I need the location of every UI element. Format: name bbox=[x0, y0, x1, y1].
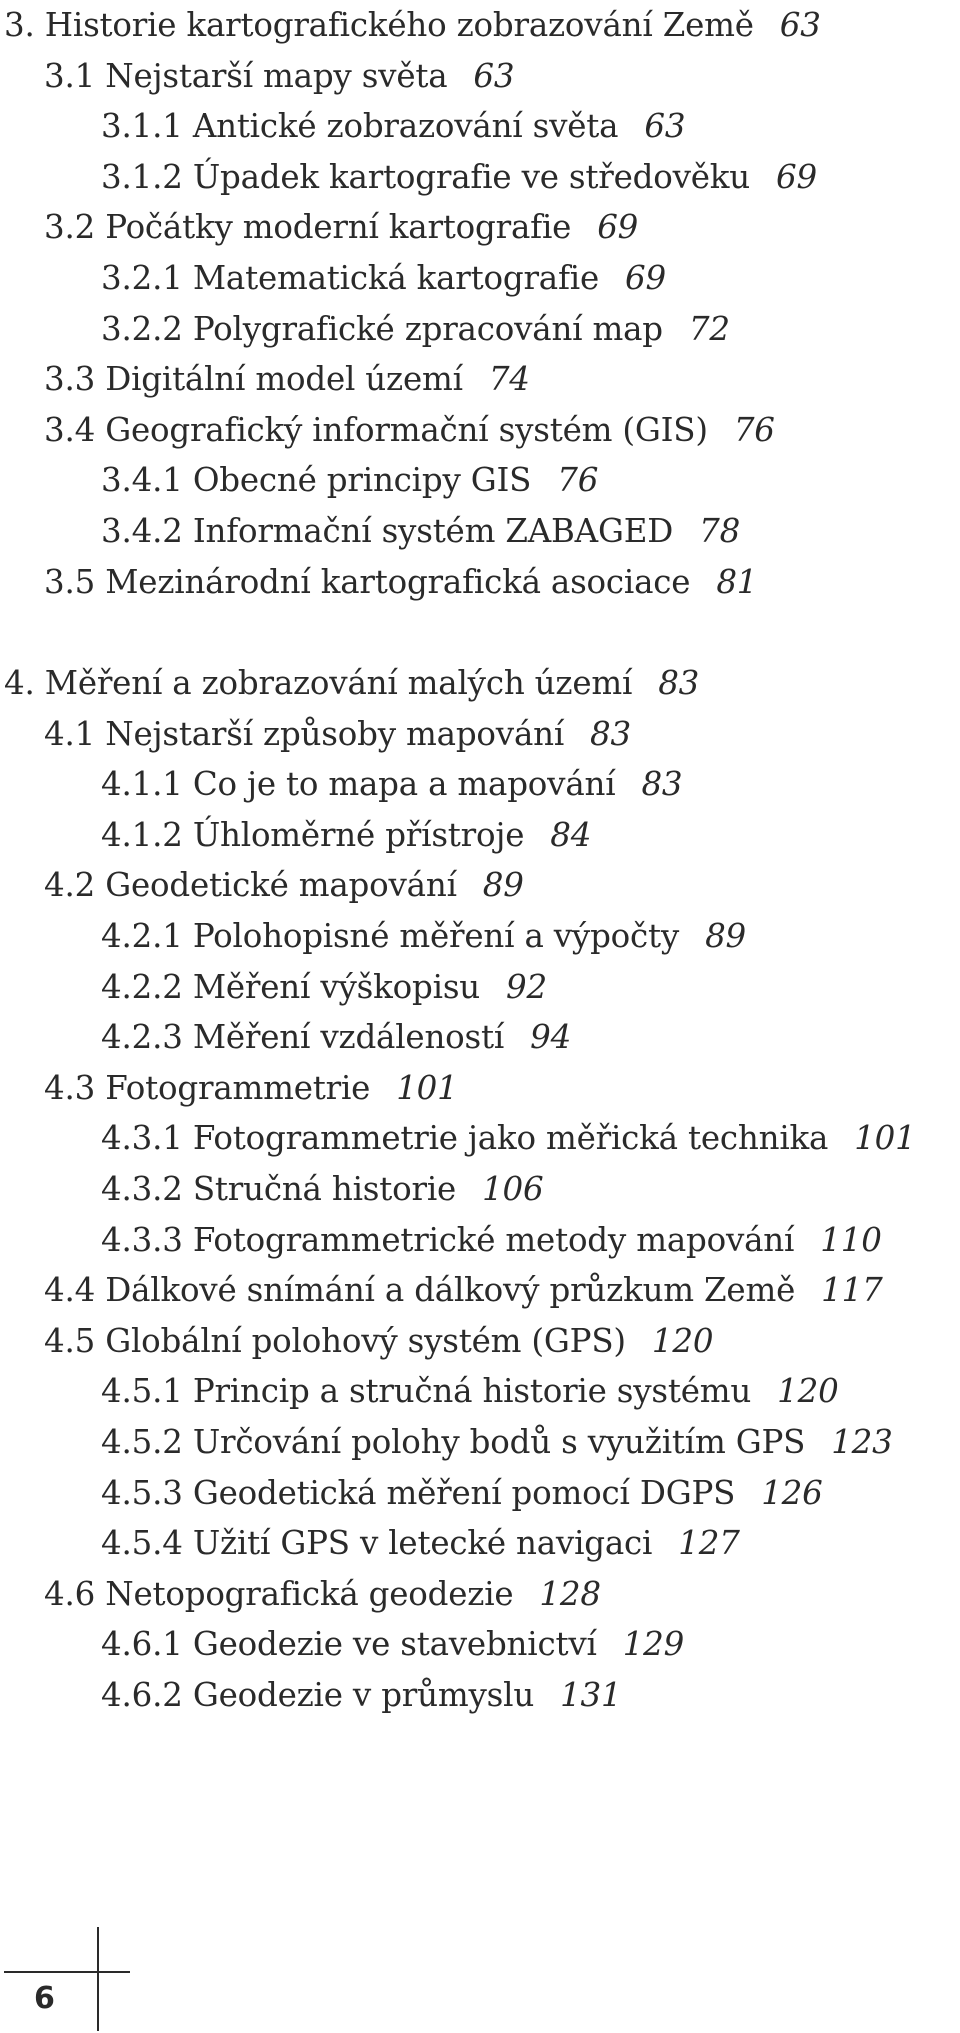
page-number: 6 bbox=[34, 1981, 55, 2016]
toc-entry-page: 129 bbox=[622, 1625, 685, 1663]
toc-entry bbox=[0, 557, 757, 607]
toc-entry-title: 3. Historie kartografického zobrazování Země bbox=[4, 6, 754, 44]
toc-entry bbox=[0, 253, 666, 303]
toc-entry bbox=[0, 1366, 839, 1416]
toc-entry-title: 3.2.2 Polygrafické zpracování map bbox=[101, 310, 663, 348]
toc-entry-page: 110 bbox=[820, 1221, 882, 1259]
toc-entry-page: 83 bbox=[658, 664, 700, 702]
toc-entry-page: 63 bbox=[473, 57, 515, 95]
toc-entry-title: 4.2 Geodetické mapování bbox=[44, 866, 457, 904]
toc-entry bbox=[0, 455, 598, 505]
toc-entry-page: 101 bbox=[396, 1069, 458, 1107]
toc-entry-page: 106 bbox=[482, 1170, 544, 1208]
toc-entry-title: 4.5.1 Princip a stručná historie systému bbox=[101, 1372, 752, 1410]
toc-entry-page: 120 bbox=[777, 1372, 839, 1410]
toc-entry bbox=[0, 860, 524, 910]
toc-entry bbox=[0, 304, 730, 354]
toc-entry-title: 4.2.1 Polohopisné měření a výpočty bbox=[101, 917, 680, 955]
toc-entry-page: 63 bbox=[644, 107, 686, 145]
toc-entry-title: 3.1 Nejstarší mapy světa bbox=[44, 57, 448, 95]
toc-entry bbox=[0, 1518, 740, 1568]
toc-entry-page: 127 bbox=[678, 1524, 740, 1562]
toc-entry-title: 3.5 Mezinárodní kartografická asociace bbox=[44, 563, 691, 601]
toc-entry bbox=[0, 1063, 458, 1113]
toc-entry-page: 94 bbox=[530, 1018, 572, 1056]
toc-entry bbox=[0, 962, 547, 1012]
toc-entry bbox=[0, 810, 591, 860]
toc-entry bbox=[0, 1670, 622, 1720]
toc-entry-title: 4. Měření a zobrazování malých území bbox=[4, 664, 633, 702]
toc-entry-title: 3.1.1 Antické zobrazování světa bbox=[101, 107, 619, 145]
toc-entry-title: 4.3.2 Stručná historie bbox=[101, 1170, 457, 1208]
toc-entry-page: 101 bbox=[854, 1119, 916, 1157]
toc-entry-page: 120 bbox=[651, 1322, 714, 1360]
toc-entry bbox=[0, 1417, 893, 1467]
toc-entry-title: 3.4.1 Obecné principy GIS bbox=[101, 461, 532, 499]
toc-entry-title: 3.2.1 Matematická kartografie bbox=[101, 259, 600, 297]
toc-entry-title: 4.6 Netopografická geodezie bbox=[44, 1575, 514, 1613]
toc-entry-title: 4.1.2 Úhloměrné přístroje bbox=[101, 816, 525, 854]
toc-entry-title: 4.1.1 Co je to mapa a mapování bbox=[101, 765, 616, 803]
toc-entry bbox=[0, 1316, 713, 1366]
toc-entry-page: 81 bbox=[716, 563, 758, 601]
toc-entry bbox=[0, 1619, 684, 1669]
toc-entry bbox=[0, 709, 631, 759]
toc-entry-title: 4.4 Dálkové snímání a dálkový průzkum Země bbox=[44, 1271, 796, 1309]
toc-entry bbox=[0, 101, 685, 151]
footer-vertical-rule bbox=[97, 1927, 99, 2031]
footer-horizontal-rule bbox=[4, 1971, 130, 1973]
toc-entry-page: 74 bbox=[488, 360, 530, 398]
toc-entry-title: 4.5.3 Geodetická měření pomocí DGPS bbox=[101, 1474, 736, 1512]
toc-entry bbox=[0, 506, 740, 556]
toc-entry-page: 76 bbox=[733, 411, 775, 449]
toc-entry bbox=[0, 354, 530, 404]
toc-entry bbox=[0, 1265, 883, 1315]
toc-entry-title: 4.2.2 Měření výškopisu bbox=[101, 968, 481, 1006]
toc-entry-title: 4.6.2 Geodezie v průmyslu bbox=[101, 1676, 535, 1714]
toc-entry-title: 4.3.1 Fotogrammetrie jako měřická technika bbox=[101, 1119, 829, 1157]
toc-entry-title: 4.1 Nejstarší způsoby mapování bbox=[44, 715, 565, 753]
toc-entry-title: 4.3.3 Fotogrammetrické metody mapování bbox=[101, 1221, 795, 1259]
toc-entry-page: 83 bbox=[590, 715, 632, 753]
toc-entry-title: 3.3 Digitální model území bbox=[44, 360, 463, 398]
toc-entry-page: 69 bbox=[776, 158, 817, 196]
toc-entry bbox=[0, 202, 638, 252]
page-footer bbox=[0, 1925, 140, 2033]
toc-entry-page: 84 bbox=[550, 816, 592, 854]
toc-entry bbox=[0, 658, 699, 708]
toc-entry-title: 4.2.3 Měření vzdáleností bbox=[101, 1018, 505, 1056]
toc-entry-title: 4.5 Globální polohový systém (GPS) bbox=[44, 1322, 626, 1360]
toc-entry bbox=[0, 405, 775, 455]
toc-entry-title: 4.6.1 Geodezie ve stavebnictví bbox=[101, 1625, 597, 1663]
toc-entry-title: 3.1.2 Úpadek kartografie ve středověku bbox=[101, 158, 751, 196]
toc-entry-page: 128 bbox=[539, 1575, 601, 1613]
toc-entry bbox=[0, 759, 682, 809]
toc-entry-page: 78 bbox=[699, 512, 741, 550]
toc-entry bbox=[0, 911, 746, 961]
toc-entry bbox=[0, 1113, 916, 1163]
toc-entry-page: 131 bbox=[560, 1676, 622, 1714]
toc-entry bbox=[0, 152, 817, 202]
toc-entry-page: 76 bbox=[557, 461, 599, 499]
toc-entry-page: 126 bbox=[761, 1474, 823, 1512]
toc-entry-page: 63 bbox=[779, 6, 821, 44]
toc-entry bbox=[0, 51, 514, 101]
toc-entry bbox=[0, 1164, 544, 1214]
toc-entry-title: 4.5.4 Užití GPS v letecké navigaci bbox=[101, 1524, 653, 1562]
toc-entry-title: 3.4.2 Informační systém ZABAGED bbox=[101, 512, 674, 550]
toc-entry-title: 4.5.2 Určování polohy bodů s využitím GPS bbox=[101, 1423, 806, 1461]
toc-entry-page: 89 bbox=[482, 866, 524, 904]
toc-entry bbox=[0, 1012, 571, 1062]
toc-entry-page: 69 bbox=[625, 259, 666, 297]
toc-entry-page: 123 bbox=[831, 1423, 893, 1461]
toc-entry-page: 92 bbox=[506, 968, 547, 1006]
toc-entry bbox=[0, 1569, 601, 1619]
toc-entry-title: 3.2 Počátky moderní kartografie bbox=[44, 208, 572, 246]
toc-entry bbox=[0, 1468, 823, 1518]
toc-entry-title: 4.3 Fotogrammetrie bbox=[44, 1069, 371, 1107]
toc-entry bbox=[0, 1215, 882, 1265]
toc-entry-page: 69 bbox=[597, 208, 639, 246]
toc-entry-page: 72 bbox=[688, 310, 730, 348]
toc-entry-title: 3.4 Geografický informační systém (GIS) bbox=[44, 411, 708, 449]
toc-entry-page: 89 bbox=[705, 917, 747, 955]
toc-entry-page: 83 bbox=[641, 765, 683, 803]
toc-entry bbox=[0, 0, 821, 50]
toc-entry-page: 117 bbox=[821, 1271, 883, 1309]
